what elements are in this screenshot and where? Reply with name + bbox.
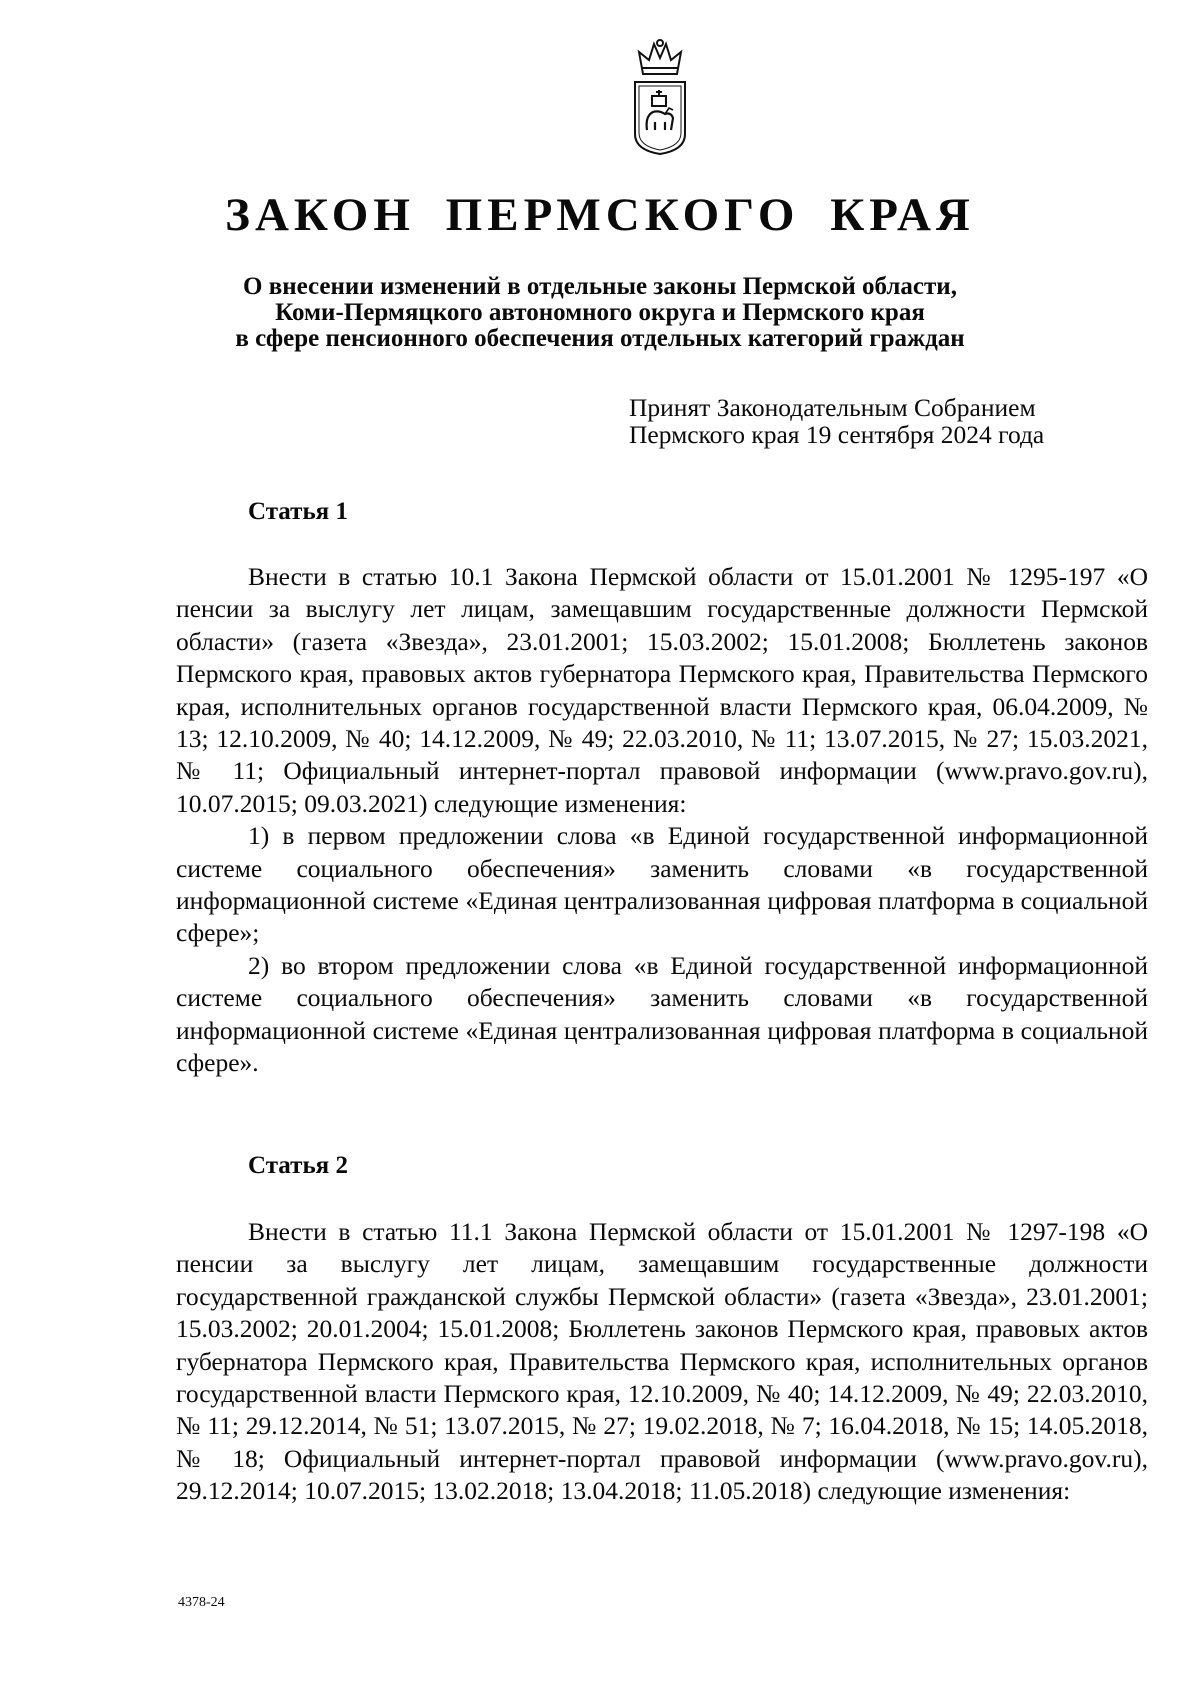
adoption-line: Пермского края 19 сентября 2024 года (629, 420, 1045, 449)
document-code: 4378-24 (178, 1595, 225, 1610)
article-1-body (176, 561, 1148, 1080)
article-paragraph: 1) в первом предложении слова «в Единой государственной информационной системе социального обеспечения» заменить словами «в государственной информационной системе «Единая централизованная цифровая платформа в социальной сфере»; (176, 821, 1148, 948)
article-paragraph: Внести в статью 10.1 Закона Пермской области от 15.01.2001 № 1295-197 «О пенсии за выслугу лет лицам, замещавшим государственные должности Пермской области» (газета «Звезда», 23.01.2001; 15.03.2002; 15.01.2008; Бюллетень законов Пермского края, правовых актов губернатора Пермского края, Правительства Пермского края, исполнительных органов государственной власти Пермского края, 06.04.2009, № 13; 12.10.2009, № 40; 14.12.2009, № 49; 22.03.2010, № 11; 13.07.2015, № 27; 15.03.2021, № 11; Официальный интернет-портал правовой информации (www.pravo.gov.ru), 10.07.2015; 09.03.2021) следующие изменения: (176, 562, 1148, 818)
document-subtitle (100, 274, 1100, 352)
adoption-line: Принят Законодательным Собранием (629, 393, 1036, 422)
coat-of-arms-icon (625, 38, 695, 156)
subtitle-line: Коми-Пермяцкого автономного округа и Пермского края (275, 299, 925, 326)
article-2-body (176, 1216, 1148, 1508)
subtitle-line: в сфере пенсионного обеспечения отдельных категорий граждан (235, 325, 965, 352)
document-title: ЗАКОН ПЕРМСКОГО КРАЯ (225, 189, 975, 241)
subtitle-line: О внесении изменений в отдельные законы Пермской области, (243, 273, 957, 300)
adoption-note (629, 394, 1149, 448)
article-paragraph: 2) во втором предложении слова «в Единой государственной информационной системе социального обеспечения» заменить словами «в государственной информационной системе «Единая централизованная цифровая платформа в социальной сфере». (176, 950, 1148, 1078)
article-1-heading: Статья 1 (248, 498, 348, 525)
article-2-heading: Статья 2 (248, 1152, 348, 1179)
article-paragraph: Внести в статью 11.1 Закона Пермской области от 15.01.2001 № 1297-198 «О пенсии за выслугу лет лицам, замещавшим государственные должности государственной гражданской службы Пермской области» (газета «Звезда», 23.01.2001; 15.03.2002; 20.01.2004; 15.01.2008; Бюллетень законов Пермского края, правовых актов губернатора Пермского края, Правительства Пермского края, исполнительных органов государственной власти Пермского края, 12.10.2009, № 40; 14.12.2009, № 49; 22.03.2010, № 11; 29.12.2014, № 51; 13.07.2015, № 27; 19.02.2018, № 7; 16.04.2018, № 15; 14.05.2018, № 18; Официальный интернет-портал правовой информации (www.pravo.gov.ru), 29.12.2014; 10.07.2015; 13.02.2018; 13.04.2018; 11.05.2018) следующие изменения: (176, 1217, 1148, 1506)
